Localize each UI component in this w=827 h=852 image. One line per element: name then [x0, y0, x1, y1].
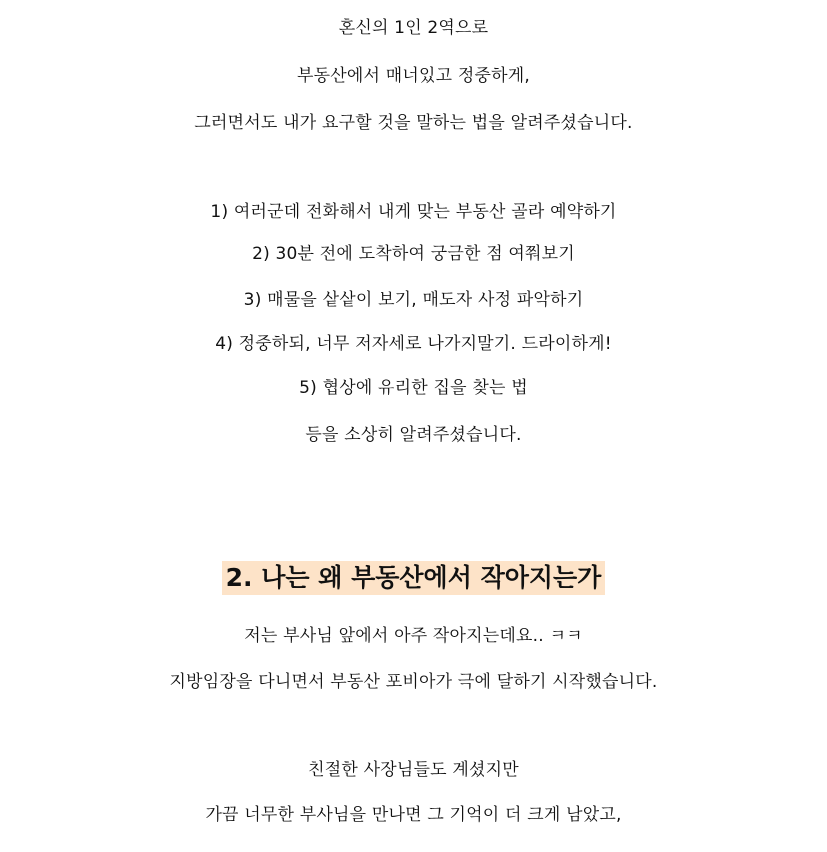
paragraph-line-2: 부동산에서 매너있고 정중하게, — [297, 66, 530, 86]
paragraph2-line-1: 저는 부사님 앞에서 아주 작아지는데요.. ㅋㅋ — [244, 626, 583, 646]
tips-closing: 등을 소상히 알려주셨습니다. — [305, 425, 522, 445]
paragraph-line-3: 그러면서도 내가 요구할 것을 말하는 법을 알려주셨습니다. — [194, 113, 633, 133]
tip-item-3: 3) 매물을 샅샅이 보기, 매도자 사정 파악하기 — [243, 290, 584, 310]
tip-item-5: 5) 협상에 유리한 집을 찾는 법 — [299, 378, 528, 398]
paragraph2-line-2: 지방임장을 다니면서 부동산 포비아가 극에 달하기 시작했습니다. — [169, 672, 658, 692]
tip-item-1: 1) 여러군데 전화해서 내게 맞는 부동산 골라 예약하기 — [210, 202, 617, 222]
tip-item-4: 4) 정중하되, 너무 저자세로 나가지말기. 드라이하게! — [215, 334, 612, 354]
section-heading-wrap — [0, 561, 827, 595]
paragraph-line-1: 혼신의 1인 2역으로 — [338, 18, 489, 38]
tip-item-2: 2) 30분 전에 도착하여 궁금한 점 여쭤보기 — [252, 244, 575, 264]
paragraph3-line-2: 가끔 너무한 부사님을 만나면 그 기억이 더 크게 남았고, — [205, 805, 622, 825]
paragraph3-line-1: 친절한 사장님들도 계셨지만 — [308, 760, 519, 780]
section-heading: 2. 나는 왜 부동산에서 작아지는가 — [222, 561, 606, 595]
